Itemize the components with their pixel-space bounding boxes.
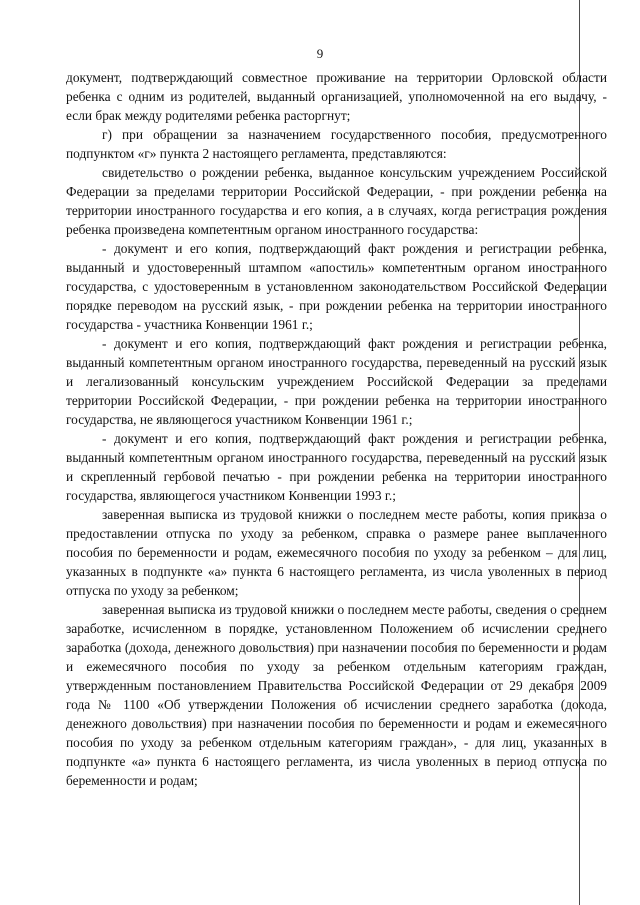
paragraph: документ, подтверждающий совместное проживание на территории Орловской области ребенка с одним из родителей, выданный организацией, уполномоченной на его выдачу, - если брак между родителями ребенка расторгнут; <box>66 70 607 123</box>
paragraph: - документ и его копия, подтверждающий факт рождения и регистрации ребенка, выданный компетентным органом иностранного государства, переведенный на русский язык и скрепленный гербовой печатью - при рождении ребенка на территории иностранного государства, являющегося участником Конвенции 1993 г.; <box>66 431 607 503</box>
page-number: 9 <box>316 46 324 61</box>
paragraph: заверенная выписка из трудовой книжки о последнем месте работы, сведения о среднем заработке, исчисленном в порядке, установленном Положением об исчислении среднего заработка (дохода, денежного довольствия) при назначении пособия по беременности и родам и ежемесячного пособия по уходу за ребенком отдельным категориям граждан, утвержденным постановлением Правительства Российской Федерации от 29 декабря 2009 года № 1100 «Об утверждении Положения об исчислении среднего заработка (дохода, денежного довольствия) при назначении пособия по беременности и родам и ежемесячного пособия по уходу за ребенком отдельным категориям граждан», - для лиц, указанных в подпункте «а» пункта 6 настоящего регламента, из числа уволенных в период отпуска по беременности и родам; <box>66 602 607 788</box>
paragraph: - документ и его копия, подтверждающий факт рождения и регистрации ребенка, выданный и удостоверенный штампом «апостиль» компетентным органом иностранного государства, с удостоверенным в установленном законодательством Российской Федерации порядке переводом на русский язык, - при рождении ребенка на территории иностранного государства - участника Конвенции 1961 г.; <box>66 241 607 332</box>
paragraph: - документ и его копия, подтверждающий факт рождения и регистрации ребенка, выданный компетентным органом иностранного государства, переведенный на русский язык и легализованный консульским учреждением Российской Федерации за пределами территории Российской Федерации, - при рождении ребенка на территории иностранного государства, не являющегося участником Конвенции 1961 г.; <box>66 336 607 427</box>
paragraph: г) при обращении за назначением государственного пособия, предусмотренного подпунктом «г» пункта 2 настоящего регламента, представляются: <box>66 127 607 161</box>
body-text <box>66 68 607 790</box>
paragraph: свидетельство о рождении ребенка, выданное консульским учреждением Российской Федерации за пределами территории Российской Федерации, - при рождении ребенка на территории иностранного государства и его копия, а в случаях, когда регистрация рождения ребенка произведена компетентным органом иностранного государства: <box>66 165 607 237</box>
paragraph: заверенная выписка из трудовой книжки о последнем месте работы, копия приказа о предоставлении отпуска по уходу за ребенком, справка о размере ранее выплаченного пособия по беременности и родам, ежемесячного пособия по уходу за ребенком – для лиц, указанных в подпункте «а» пункта 6 настоящего регламента, из числа уволенных в период отпуска по уходу за ребенком; <box>66 507 607 598</box>
